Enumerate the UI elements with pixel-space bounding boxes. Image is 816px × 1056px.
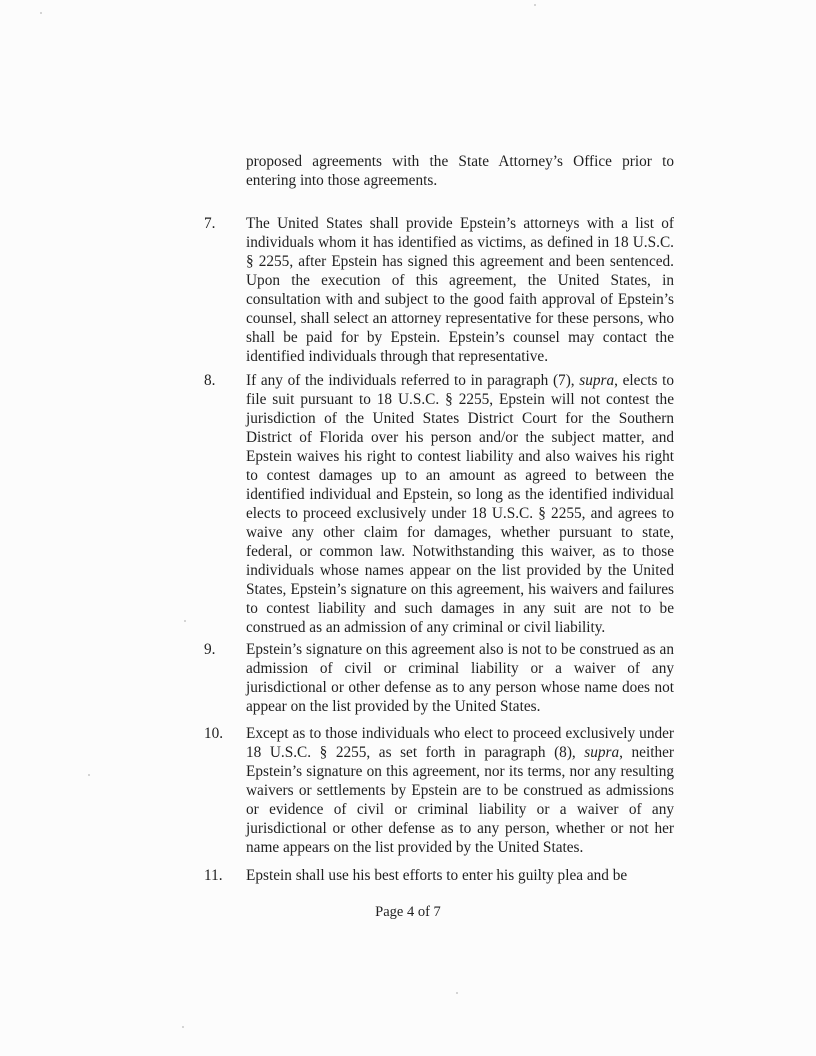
paragraph-10-text-part2: , neither Epstein’s signature on this agreement, nor its terms, nor any resulting waivers or settlements by Epstein are to be construed as admissions or evidence of civil or criminal liability or a waiver of any jurisdictional or other defense as to any person, whether or not her name appears on the list provided by the United States.: [246, 744, 675, 856]
scan-speck: [88, 774, 90, 776]
paragraph-9-text: Epstein’s signature on this agreement also is not to be construed as an admission of civil or criminal liability or a waiver of any jurisdictional or other defense as to any person whose name does not appear on the list provided by the United States.: [246, 641, 674, 715]
scan-speck: [182, 1026, 184, 1028]
scan-speck: [40, 12, 42, 14]
paragraph-10-text-part1: Except as to those individuals who elect to proceed exclusively under 18 U.S.C. § 2255, as set forth in paragraph (8),: [246, 725, 674, 761]
paragraph-6-continuation: proposed agreements with the State Attorney’s Office prior to entering into those agreements.: [246, 153, 674, 189]
scan-speck: [456, 992, 458, 994]
page-number-footer: Page 4 of 7: [375, 904, 441, 920]
paragraph-9-number: 9.: [204, 641, 216, 658]
paragraph-8-number: 8.: [204, 372, 216, 389]
paragraph-8-supra: supra: [579, 372, 615, 389]
paragraph-11-number: 11.: [204, 867, 223, 884]
paragraph-7-number: 7.: [204, 215, 216, 232]
paragraph-10-text: [246, 724, 674, 857]
paragraph-7-text: The United States shall provide Epstein’s attorneys with a list of individuals whom it has identified as victims, as defined in 18 U.S.C. § 2255, after Epstein has signed this agreement and been sentenced. Upon the execution of this agreement, the United States, in consultation with and subject to the good faith approval of Epstein’s counsel, shall select an attorney representative for these persons, who shall be paid for by Epstein. Epstein’s counsel may contact the identified individuals through that representative.: [246, 215, 674, 365]
paragraph-8-text: [246, 371, 674, 637]
scan-speck: [534, 4, 536, 6]
paragraph-10-number: 10.: [204, 725, 224, 742]
paragraph-8-text-part1: If any of the individuals referred to in paragraph (7),: [246, 372, 580, 389]
scan-speck: [184, 620, 186, 622]
paragraph-8-text-part2: , elects to file suit pursuant to 18 U.S.C. § 2255, Epstein will not contest the jurisdiction of the United States District Court for the Southern District of Florida over his person and/or the subject matter, and Epstein waives his right to contest liability and also waives his right to contest damages up to an amount as agreed to between the identified individual and Epstein, so long as the identified individual elects to proceed exclusively under 18 U.S.C. § 2255, and agrees to waive any other claim for damages, whether pursuant to state, federal, or common law. Notwithstanding this waiver, as to those individuals whose names appear on the list provided by the United States, Epstein’s signature on this agreement, his waivers and failures to contest liability and such damages in any suit are not to be construed as an admission of any criminal or civil liability.: [246, 372, 674, 636]
paragraph-11-text: Epstein shall use his best efforts to enter his guilty plea and be: [246, 867, 628, 884]
paragraph-10-supra: supra: [584, 744, 620, 761]
